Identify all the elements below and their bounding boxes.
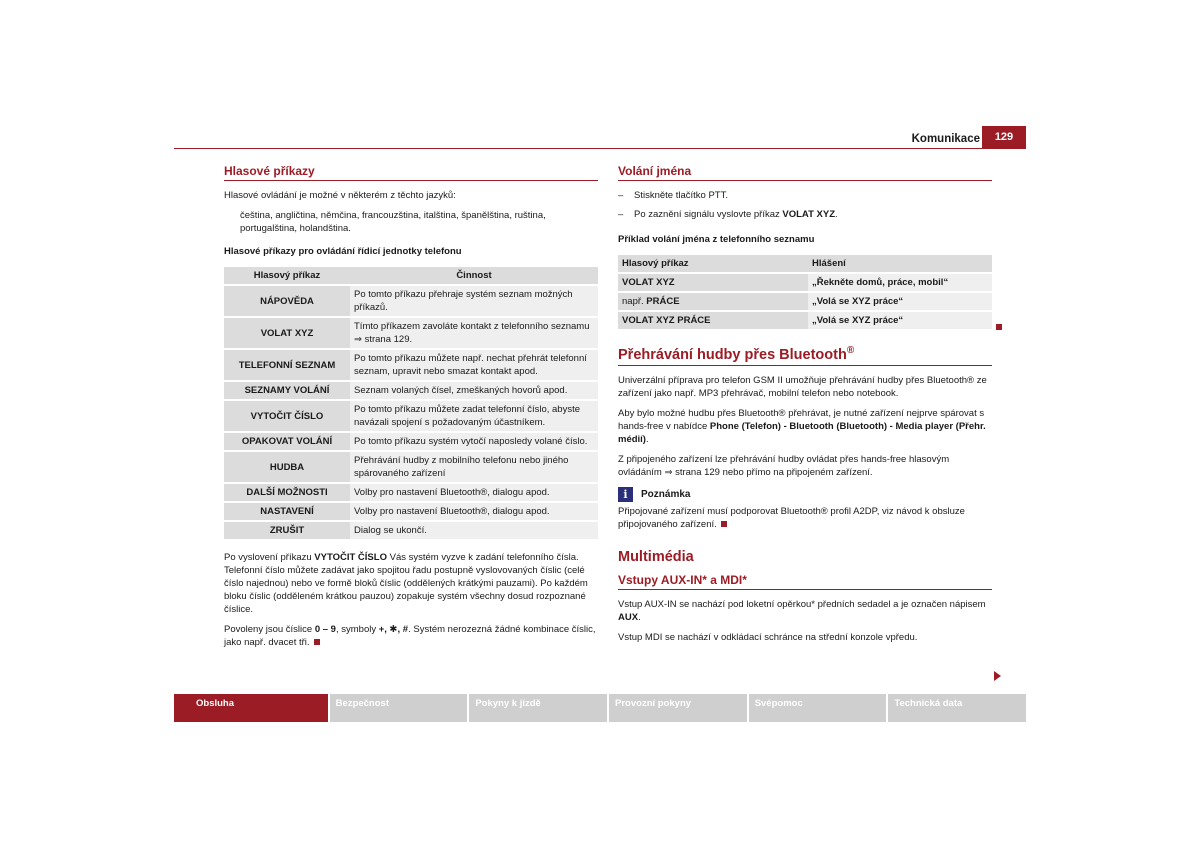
- header-rule: [174, 148, 1026, 149]
- dial-number-paragraph: Po vyslovení příkazu VYTOČIT ČÍSLO Vás systém vyzve k zadání telefonního čísla. Telefonní číslo můžete zadávat jako spojitou řadu postupně vyslovovaných číslic (celé číslo najednou) nebo ve formě bloků číslic (oddělených krátkými pauzami). Po každém bloku číslic (odděleném krátkou pauzou) zopakuje systém všechny dosud rozpoznané číslice.: [224, 552, 588, 615]
- commands-table-caption: Hlasové příkazy pro ovládání řídicí jednotky telefonu: [224, 246, 462, 257]
- next-page-arrow-icon: [994, 671, 1001, 681]
- footer-tab-provozni-pokyny[interactable]: Provozní pokyny: [609, 694, 747, 722]
- mdi-paragraph: Vstup MDI se nachází v odkládací schránce na střední konzole vpředu.: [618, 631, 918, 643]
- table-row: TELEFONNÍ SEZNAM Po tomto příkazu můžete např. nechat přehrát telefonní seznam, upravit nebo smazat kontakt apod.: [224, 350, 598, 380]
- bluetooth-paragraph-1: Univerzální příprava pro telefon GSM II umožňuje přehrávání hudby přes Bluetooth® ze zařízení jako např. MP3 přehrávač, mobilní telefon nebo notebook.: [618, 374, 987, 399]
- right-column: [618, 164, 992, 651]
- left-column: [224, 164, 598, 656]
- table-row: VOLAT XYZ „Řekněte domů, práce, mobil“: [618, 274, 992, 291]
- table-row: HUDBA Přehrávání hudby z mobilního telefonu nebo jiného spárovaného zařízení: [224, 452, 598, 482]
- info-icon: i: [618, 487, 633, 502]
- footer-tab-bezpecnost[interactable]: Bezpečnost: [330, 694, 468, 722]
- bluetooth-paragraph-2: Aby bylo možné hudbu přes Bluetooth® přehrávat, je nutné zařízení nejprve spárovat s hands-free v nabídce Phone (Telefon) - Bluetooth (Bluetooth) - Media player (Přehr. médií).: [618, 407, 986, 445]
- example-header-command: Hlasový příkaz: [618, 255, 808, 272]
- bluetooth-paragraph-3: Z připojeného zařízení lze přehrávání hudby ovládat přes hands-free hlasovým ovládáním ⇒ strana 129 nebo přímo na připojeném zařízení.: [618, 453, 950, 478]
- step-1: – Stiskněte tlačítko PTT.: [618, 189, 992, 202]
- footer-tab-obsluha[interactable]: Obsluha: [174, 694, 328, 722]
- table-row: např. PRÁCE „Volá se XYZ práce“: [618, 293, 992, 310]
- aux-mdi-heading: Vstupy AUX-IN* a MDI*: [618, 573, 992, 590]
- page-number: 129: [982, 126, 1026, 148]
- section-title: Komunikace: [911, 133, 980, 145]
- languages-intro: Hlasové ovládání je možné v některém z těchto jazyků:: [224, 190, 456, 201]
- table-row: NÁPOVĚDA Po tomto příkazu přehraje systém seznam možných příkazů.: [224, 286, 598, 316]
- footer-tab-technicka-data[interactable]: Technická data: [888, 694, 1026, 722]
- aux-paragraph: Vstup AUX-IN se nachází pod loketní opěrkou* předních sedadel a je označen nápisem AUX.: [618, 598, 986, 623]
- end-marker-icon: [996, 324, 1002, 330]
- end-marker-icon: [721, 521, 727, 527]
- table-row: NASTAVENÍ Volby pro nastavení Bluetooth®, dialogu apod.: [224, 503, 598, 520]
- table-header-command: Hlasový příkaz: [224, 267, 350, 284]
- note-title: Poznámka: [641, 488, 691, 500]
- example-table: [618, 253, 992, 331]
- footer-tab-pokyny-k-jizde[interactable]: Pokyny k jízdě: [469, 694, 607, 722]
- call-by-name-heading: Volání jména: [618, 164, 992, 181]
- table-row: SEZNAMY VOLÁNÍ Seznam volaných čísel, zmeškaných hovorů apod.: [224, 382, 598, 399]
- allowed-digits-paragraph: Povoleny jsou číslice 0 – 9, symboly +, ✱, #. Systém nerozezná žádné kombinace číslic, jako např. dvacet tři.: [224, 624, 596, 648]
- table-header-action: Činnost: [350, 267, 598, 284]
- table-row: VOLAT XYZ PRÁCE „Volá se XYZ práce“: [618, 312, 992, 329]
- example-table-caption: Příklad volání jména z telefonního seznamu: [618, 234, 815, 245]
- table-row: ZRUŠIT Dialog se ukončí.: [224, 522, 598, 539]
- table-row: DALŠÍ MOŽNOSTI Volby pro nastavení Bluetooth®, dialogu apod.: [224, 484, 598, 501]
- voice-commands-table: [224, 265, 598, 541]
- languages-list: čeština, angličtina, němčina, francouzština, italština, španělština, ruština, portugalština, holandština.: [240, 210, 546, 234]
- multimedia-heading: Multimédia: [618, 548, 694, 565]
- table-row: OPAKOVAT VOLÁNÍ Po tomto příkazu systém vytočí naposledy volané číslo.: [224, 433, 598, 450]
- step-2: – Po zaznění signálu vyslovte příkaz VOLAT XYZ.: [618, 208, 992, 221]
- footer-tab-svepomoc[interactable]: Svépomoc: [749, 694, 887, 722]
- end-marker-icon: [314, 639, 320, 645]
- footer-nav: [174, 694, 1026, 722]
- note-text: Připojované zařízení musí podporovat Bluetooth® profil A2DP, viz návod k obsluze připojovaného zařízení.: [618, 505, 965, 530]
- bluetooth-music-heading: Přehrávání hudby přes Bluetooth®: [618, 345, 992, 366]
- note-header: [618, 487, 992, 502]
- example-header-announcement: Hlášení: [808, 255, 992, 272]
- table-row: VOLAT XYZ Tímto příkazem zavoláte kontakt z telefonního seznamu ⇒ strana 129.: [224, 318, 598, 348]
- voice-commands-heading: Hlasové příkazy: [224, 164, 598, 181]
- table-row: VYTOČIT ČÍSLO Po tomto příkazu můžete zadat telefonní číslo, abyste navázali spojení s požadovaným účastníkem.: [224, 401, 598, 431]
